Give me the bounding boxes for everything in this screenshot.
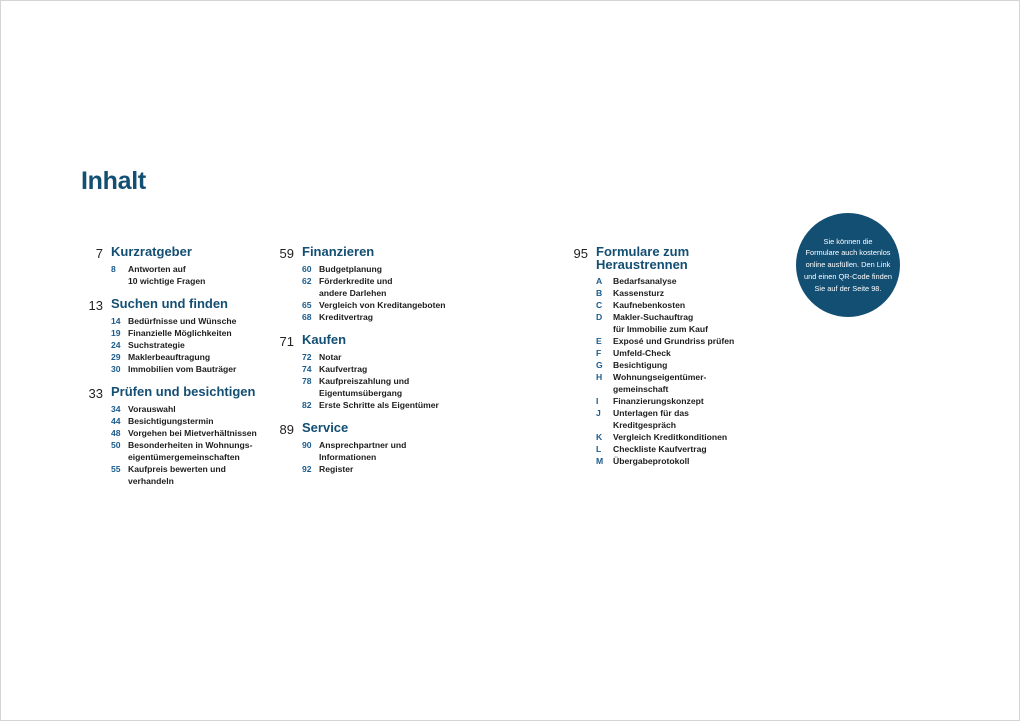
toc-entry[interactable] — [111, 351, 257, 363]
entry-page-number: 24 — [111, 340, 121, 350]
toc-entry[interactable] — [111, 427, 257, 439]
toc-entry[interactable] — [596, 299, 734, 311]
toc-section — [564, 245, 734, 467]
entry-page-number: 62 — [302, 276, 312, 286]
entry-page-number: 60 — [302, 264, 312, 274]
toc-section-heading — [79, 245, 257, 262]
toc-section-heading — [270, 333, 446, 350]
entry-title-line: Finanzielle Möglichkeiten — [128, 328, 232, 338]
toc-entry[interactable] — [596, 311, 734, 335]
entry-title-line: Immobilien vom Bauträger — [128, 364, 237, 374]
entry-page-number: 74 — [302, 364, 312, 374]
section-page-number: 33 — [88, 386, 103, 401]
entry-page-number: H — [596, 372, 603, 382]
entry-page-number: J — [596, 408, 601, 418]
info-badge-text: Sie können die Formulare auch kostenlos online ausfüllen. Den Link und einen QR-Code finden Sie auf der Seite 98. — [804, 236, 892, 293]
entry-title-line: Bedarfsanalyse — [613, 276, 677, 286]
entry-page-number: B — [596, 288, 603, 298]
toc-entry[interactable] — [302, 463, 446, 475]
entry-page-number: 82 — [302, 400, 312, 410]
entry-title-line: Budgetplanung — [319, 264, 383, 274]
toc-section-heading — [270, 245, 446, 262]
toc-entry[interactable] — [302, 363, 446, 375]
toc-entry[interactable] — [596, 395, 734, 407]
section-page-number: 13 — [88, 298, 103, 313]
entry-title-line: Makler-Suchauftrag — [613, 312, 694, 322]
toc-entry[interactable] — [596, 443, 734, 455]
toc-entry-list — [270, 439, 446, 475]
toc-section-heading — [270, 421, 446, 438]
toc-entry[interactable] — [302, 439, 446, 463]
entry-page-number: 50 — [111, 440, 121, 450]
section-title: Formulare zum Heraustrennen — [596, 244, 690, 272]
toc-column-3 — [564, 245, 734, 467]
toc-entry-list — [79, 263, 257, 287]
entry-page-number: 65 — [302, 300, 312, 310]
entry-title-line: Vorauswahl — [128, 404, 176, 414]
toc-entry-list — [270, 351, 446, 411]
entry-title-line: Register — [319, 464, 354, 474]
entry-title-line: Wohnungseigentümer- — [613, 372, 707, 382]
entry-title-line: Ansprechpartner und — [319, 440, 407, 450]
entry-title-line: Erste Schritte als Eigentümer — [319, 400, 439, 410]
entry-page-number: 19 — [111, 328, 121, 338]
entry-page-number: C — [596, 300, 603, 310]
entry-page-number: 55 — [111, 464, 121, 474]
section-title: Prüfen und besichtigen — [111, 384, 256, 399]
entry-title-line: Besichtigungstermin — [128, 416, 214, 426]
toc-section — [270, 245, 446, 323]
toc-section — [270, 333, 446, 411]
entry-title-line: Besichtigung — [613, 360, 668, 370]
toc-column-1 — [79, 245, 257, 487]
section-title: Suchen und finden — [111, 296, 228, 311]
entry-title-line: Kreditgespräch — [613, 420, 677, 430]
toc-entry[interactable] — [302, 311, 446, 323]
toc-section — [79, 297, 257, 375]
entry-title-line: Kaufpreis bewerten und — [128, 464, 226, 474]
entry-title-line: Kaufvertrag — [319, 364, 368, 374]
entry-title-line: andere Darlehen — [319, 288, 387, 298]
entry-page-number: G — [596, 360, 603, 370]
toc-entry[interactable] — [111, 339, 257, 351]
entry-title-line: verhandeln — [128, 476, 174, 486]
entry-page-number: 44 — [111, 416, 121, 426]
toc-entry[interactable] — [302, 299, 446, 311]
entry-page-number: 72 — [302, 352, 312, 362]
entry-page-number: D — [596, 312, 603, 322]
entry-page-number: 8 — [111, 264, 116, 274]
entry-title-line: eigentümergemeinschaften — [128, 452, 240, 462]
entry-title-line: Kassensturz — [613, 288, 665, 298]
toc-entry[interactable] — [111, 439, 257, 463]
section-page-number: 7 — [95, 246, 103, 261]
entry-title-line: Kreditvertrag — [319, 312, 373, 322]
toc-entry[interactable] — [302, 399, 446, 411]
toc-section-heading — [564, 245, 734, 274]
toc-section — [79, 245, 257, 287]
entry-title-line: für Immobilie zum Kauf — [613, 324, 709, 334]
toc-entry-list — [79, 403, 257, 487]
entry-page-number: 34 — [111, 404, 121, 414]
entry-page-number: 29 — [111, 352, 121, 362]
toc-entry[interactable] — [302, 351, 446, 363]
entry-title-line: Suchstrategie — [128, 340, 185, 350]
toc-section-heading — [79, 297, 257, 314]
entry-page-number: K — [596, 432, 603, 442]
toc-entry[interactable] — [111, 363, 257, 375]
entry-title-line: Besonderheiten in Wohnungs- — [128, 440, 253, 450]
entry-page-number: E — [596, 336, 602, 346]
entry-title-line: Förderkredite und — [319, 276, 393, 286]
toc-entry[interactable] — [111, 403, 257, 415]
toc-section-heading — [79, 385, 257, 402]
entry-page-number: A — [596, 276, 603, 286]
entry-title-line: Übergabeprotokoll — [613, 456, 690, 466]
section-page-number: 59 — [279, 246, 294, 261]
toc-entry[interactable] — [596, 407, 734, 431]
toc-column-2 — [270, 245, 446, 475]
toc-entry-list — [270, 263, 446, 323]
entry-title-line: Checkliste Kaufvertrag — [613, 444, 707, 454]
toc-entry[interactable] — [596, 347, 734, 359]
toc-entry[interactable] — [596, 431, 734, 443]
section-page-number: 71 — [279, 334, 294, 349]
entry-title-line: Bedürfnisse und Wünsche — [128, 316, 237, 326]
toc-entry[interactable] — [596, 455, 734, 467]
entry-title-line: Eigentumsübergang — [319, 388, 403, 398]
section-title: Finanzieren — [302, 244, 375, 259]
toc-entry[interactable] — [302, 275, 446, 299]
page-title: Inhalt — [81, 167, 146, 195]
toc-section — [270, 421, 446, 475]
entry-title-line: Vorgehen bei Mietverhältnissen — [128, 428, 257, 438]
toc-entry[interactable] — [596, 359, 734, 371]
entry-page-number: M — [596, 456, 604, 466]
entry-title-line: 10 wichtige Fragen — [128, 276, 206, 286]
entry-page-number: 68 — [302, 312, 312, 322]
toc-entry-list — [564, 275, 734, 467]
entry-title-line: Umfeld-Check — [613, 348, 671, 358]
entry-title-line: Informationen — [319, 452, 377, 462]
toc-entry[interactable] — [111, 315, 257, 327]
entry-page-number: 30 — [111, 364, 121, 374]
info-badge — [796, 213, 900, 317]
toc-entry[interactable] — [596, 335, 734, 347]
entry-title-line: Finanzierungskonzept — [613, 396, 704, 406]
toc-entry[interactable] — [111, 415, 257, 427]
section-page-number: 95 — [573, 246, 588, 261]
toc-entry[interactable] — [596, 371, 734, 395]
entry-title-line: Vergleich von Kreditangeboten — [319, 300, 446, 310]
entry-title-line: Kaufpreiszahlung und — [319, 376, 410, 386]
section-page-number: 89 — [279, 422, 294, 437]
entry-page-number: L — [596, 444, 602, 454]
entry-page-number: I — [596, 396, 599, 406]
entry-title-line: Kaufnebenkosten — [613, 300, 686, 310]
section-title: Kaufen — [302, 332, 347, 347]
toc-entry[interactable] — [596, 287, 734, 299]
entry-page-number: 92 — [302, 464, 312, 474]
toc-entry[interactable] — [302, 263, 446, 275]
entry-page-number: F — [596, 348, 602, 358]
entry-title-line: Unterlagen für das — [613, 408, 689, 418]
toc-section — [79, 385, 257, 487]
entry-title-line: gemeinschaft — [613, 384, 669, 394]
entry-page-number: 90 — [302, 440, 312, 450]
section-title: Service — [302, 420, 349, 435]
entry-page-number: 48 — [111, 428, 121, 438]
toc-entry[interactable] — [596, 275, 734, 287]
entry-title-line: Vergleich Kreditkonditionen — [613, 432, 728, 442]
toc-entry[interactable] — [302, 375, 446, 399]
section-title: Kurzratgeber — [111, 244, 192, 259]
toc-entry[interactable] — [111, 263, 257, 287]
entry-page-number: 14 — [111, 316, 121, 326]
entry-title-line: Maklerbeauftragung — [128, 352, 211, 362]
toc-entry-list — [79, 315, 257, 375]
entry-title-line: Exposé und Grundriss prüfen — [613, 336, 735, 346]
entry-title-line: Notar — [319, 352, 342, 362]
toc-entry[interactable] — [111, 327, 257, 339]
entry-page-number: 78 — [302, 376, 312, 386]
entry-title-line: Antworten auf — [128, 264, 186, 274]
toc-entry[interactable] — [111, 463, 257, 487]
